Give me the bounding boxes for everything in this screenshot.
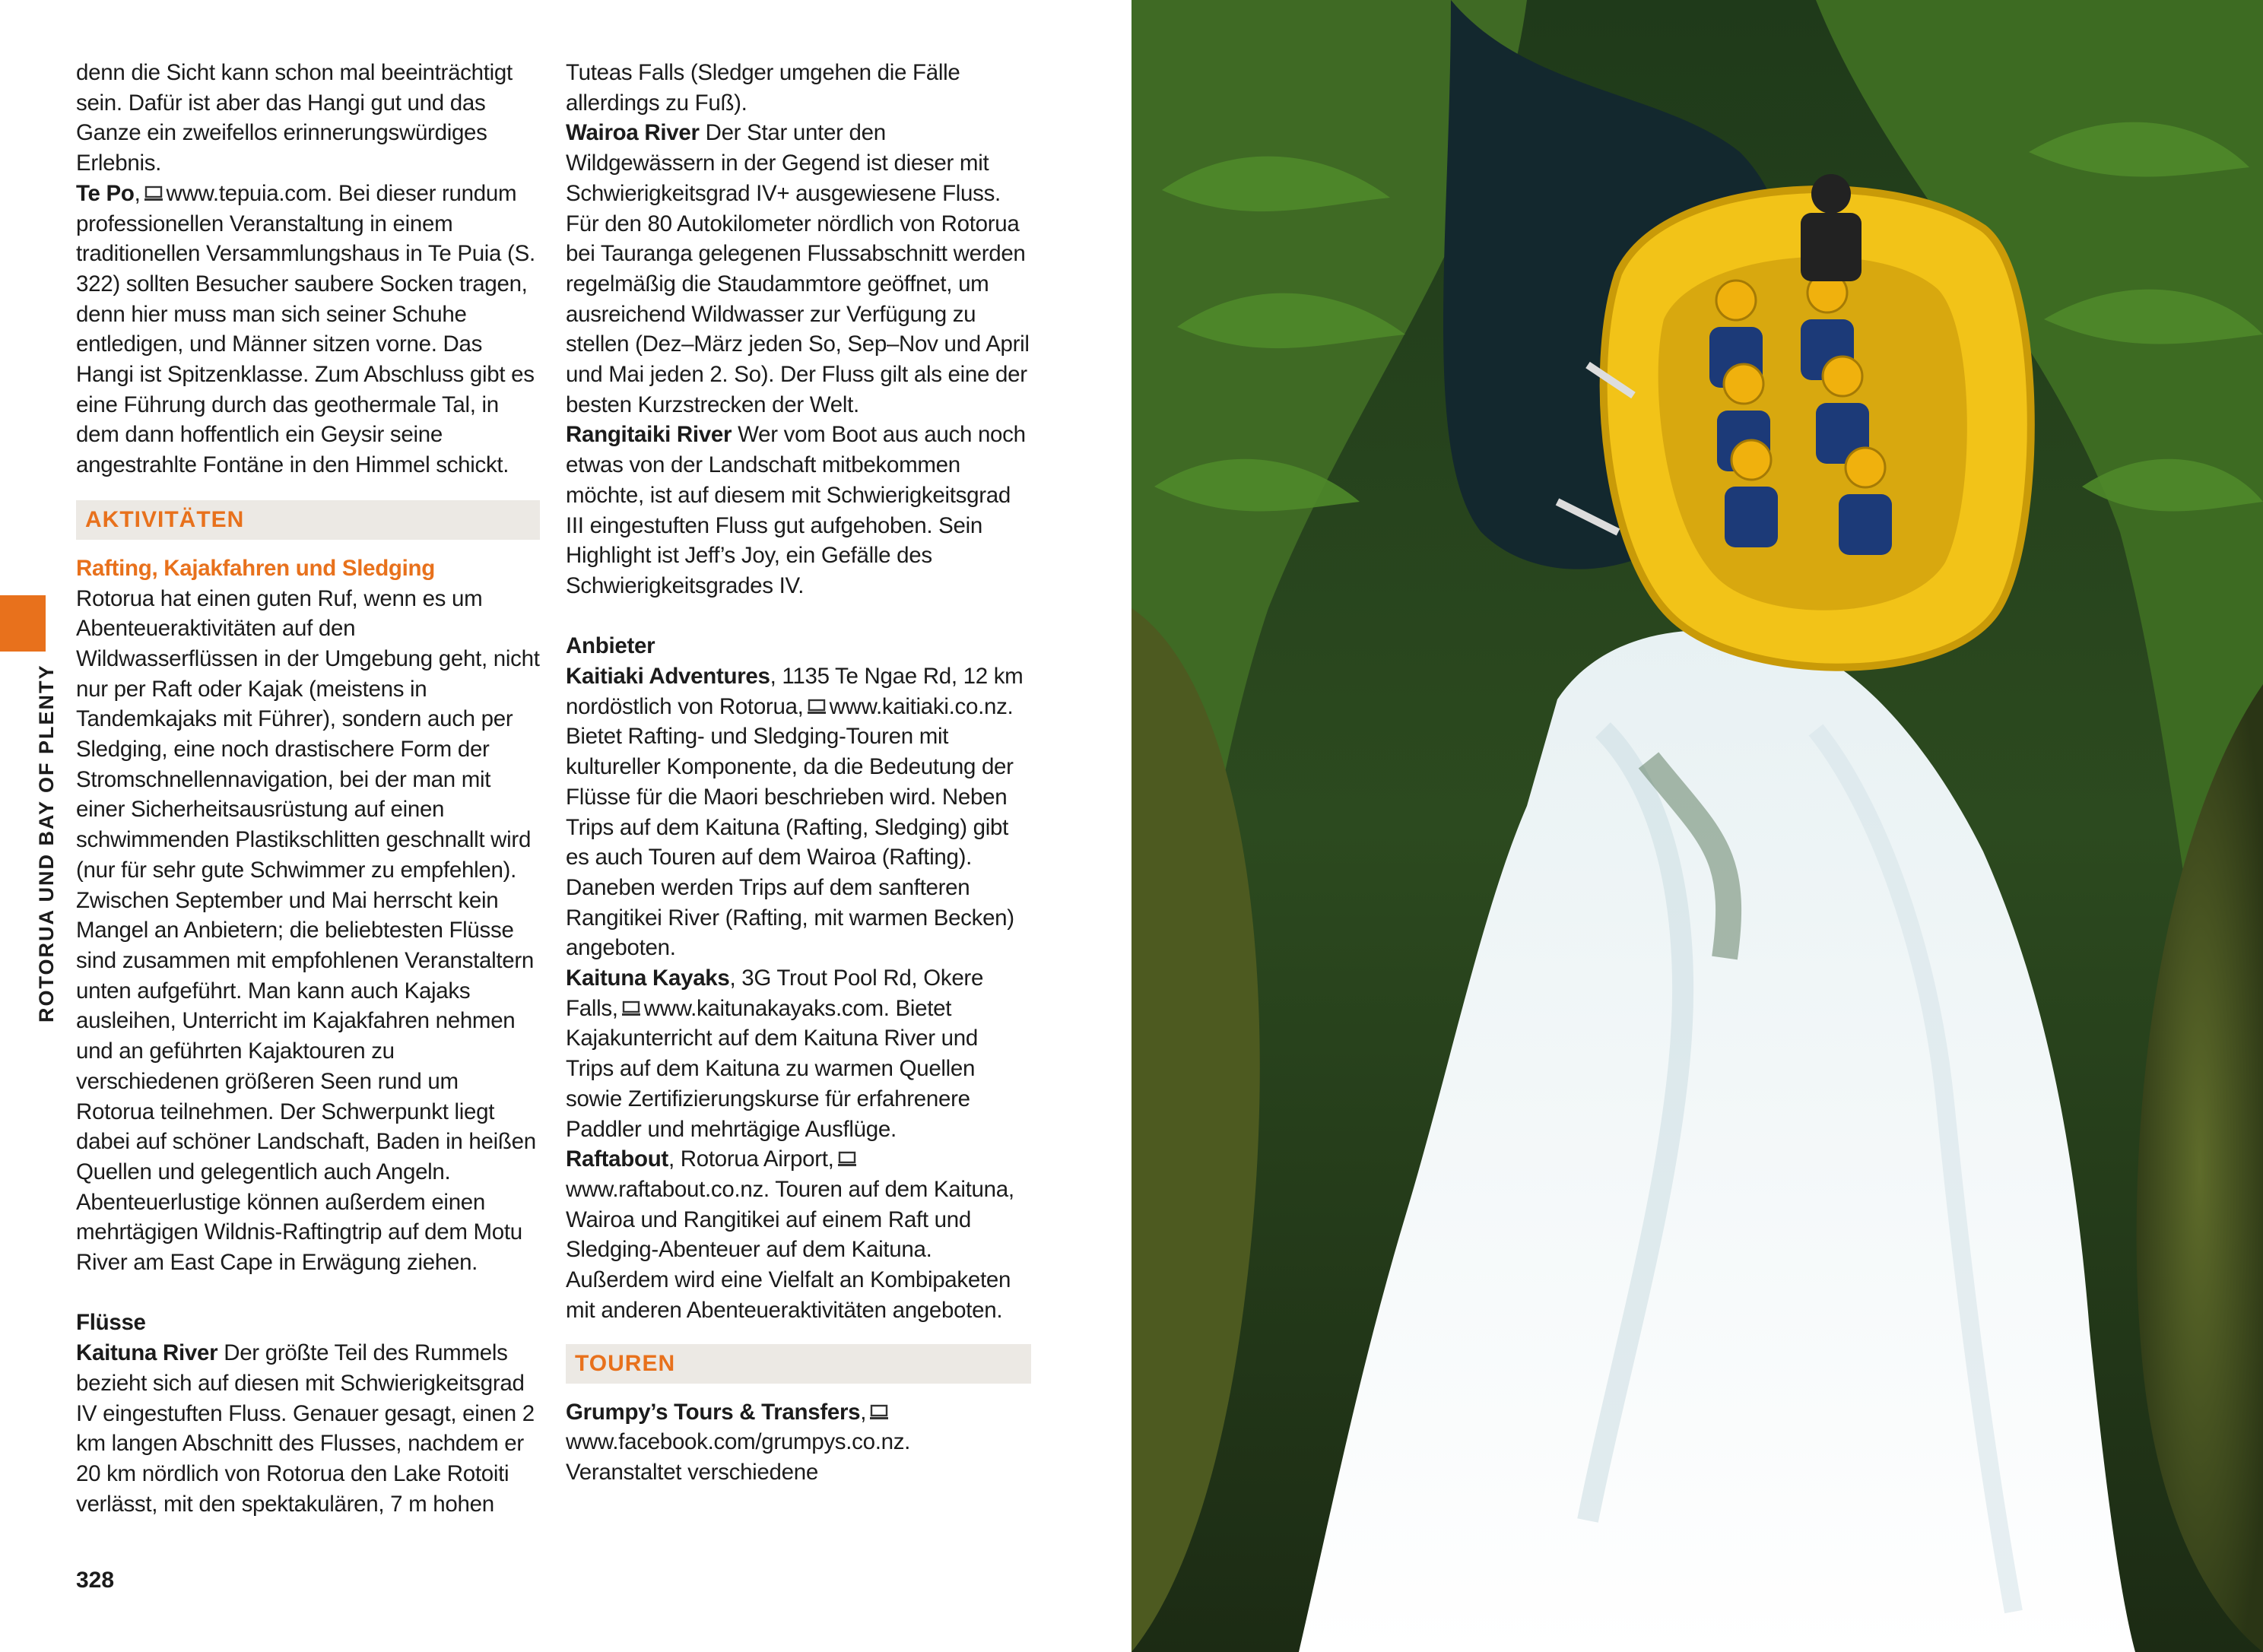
rivers-heading-text: Flüsse bbox=[76, 1310, 146, 1336]
grumpy-name: Grumpy’s Tours & Transfers bbox=[566, 1399, 861, 1425]
text-column-2 bbox=[566, 58, 1031, 1488]
rangitaiki-name: Rangitaiki River bbox=[566, 422, 732, 448]
computer-icon bbox=[621, 1000, 641, 1017]
text-column-1 bbox=[76, 58, 540, 1519]
raftabout-address: , Rotorua Airport, bbox=[668, 1146, 834, 1172]
kaitiaki-address: , 1135 Te Ngae Rd, 12 km nordöstlich von Rotorua, bbox=[566, 664, 1024, 719]
tepo-name: Te Po bbox=[76, 180, 135, 206]
tepo-sep: , bbox=[134, 180, 141, 206]
providers-heading-text: Anbieter bbox=[566, 633, 655, 659]
grumpy-entry bbox=[566, 1397, 1031, 1488]
section-heading-activities: AKTIVITÄTEN bbox=[76, 500, 540, 540]
rivers-heading bbox=[76, 1308, 540, 1338]
kayaks-address: , 3G Trout Pool Rd, Okere Falls, bbox=[566, 966, 984, 1021]
kayaks-entry bbox=[566, 963, 1031, 1144]
chapter-side-label: ROTORUA UND BAY OF PLENTY bbox=[35, 664, 58, 1023]
providers-heading bbox=[566, 631, 1031, 661]
kaituna-name: Kaituna River bbox=[76, 1340, 218, 1366]
grumpy-text: www.facebook.com/grumpys.co.nz. Veranstaltet verschiedene bbox=[566, 1429, 911, 1485]
kaituna-entry bbox=[76, 1338, 540, 1519]
kayaks-text: www.kaitunakayaks.com. Bietet Kajakunterricht auf dem Kaituna River und Trips auf dem Kaituna zu warmen Quellen sowie Zertifizierungskurse für erfahrenere Paddler und mehrtägige Ausflüge. bbox=[566, 995, 978, 1142]
kayaks-name: Kaituna Kayaks bbox=[566, 966, 730, 991]
grumpy-sep: , bbox=[860, 1399, 867, 1425]
wairoa-name: Wairoa River bbox=[566, 120, 700, 146]
page-number: 328 bbox=[76, 1568, 115, 1593]
rafting-paragraph: Rotorua hat einen guten Ruf, wenn es um Abenteueraktivitäten auf den Wildwasserflüssen in der Umgebung geht, nicht nur per Raft oder Kajak (meistens in Tandemkajaks mit Führer), sondern auch per Sledging, eine noch drastischere Form der Stromschnellennavigation, bei der man mit einer Sicherheitsausrüstung auf einen schwimmenden Plastikschlitten geschnallt wird (nur für sehr gute Schwimmer zu empfehlen). Zwischen September und Mai herrscht kein Mangel an Anbietern; die beliebtesten Flüsse sind zusammen mit empfohlenen Veranstaltern unten aufgeführt. Man kann auch Kajaks ausleihen, Unterricht im Kajakfahren nehmen und an geführten Kajaktouren zu verschiedenen größeren Seen rund um Rotorua teilnehmen. Der Schwerpunkt liegt dabei auf schöner Landschaft, Baden in heißen Quellen und gelegentlich auch Angeln. Abenteuerlustige können außerdem einen mehrtägigen Wildnis-Raftingtrip auf dem Motu River am East Cape in Erwägung ziehen. bbox=[76, 585, 540, 1276]
rangitaiki-entry bbox=[566, 420, 1031, 601]
computer-icon bbox=[837, 1151, 857, 1168]
intro-paragraph bbox=[76, 58, 540, 179]
rafting-waterfall-photo bbox=[1132, 0, 2263, 1652]
sub-heading-rafting: Rafting, Kajakfahren und Sledging bbox=[76, 555, 435, 581]
raftabout-text: www.raftabout.co.nz. Touren auf dem Kaituna, Wairoa und Rangitikei auf einem Raft und Sledging-Abenteuer auf dem Kaituna. Außerdem wird eine Vielfalt an Kombipaketen mit anderen Abenteueraktivitäten angeboten. bbox=[566, 1177, 1014, 1323]
tepo-entry bbox=[76, 179, 540, 480]
computer-icon bbox=[869, 1404, 889, 1421]
section-heading-tours: TOUREN bbox=[566, 1344, 1031, 1384]
computer-icon bbox=[144, 185, 163, 202]
wairoa-text: Der Star unter den Wildgewässern in der Gegend ist dieser mit Schwierigkeitsgrad IV+ ausgewiesene Fluss. Für den 80 Autokilometer nördlich von Rotorua bei Tauranga gelegenen Flussabschnitt werden regelmäßig die Staudammtore geöffnet, um ausreichend Wildwasser zur Verfügung zu stellen (Dez–März jeden So, Sep–Nov und April und Mai jeden 2. So). Der Fluss gilt als eine der besten Kurzstrecken der Welt. bbox=[566, 120, 1030, 417]
raftabout-entry bbox=[566, 1144, 1031, 1325]
wairoa-entry bbox=[566, 118, 1031, 420]
photo-illustration bbox=[1132, 0, 2263, 1652]
kaituna-text: Der größte Teil des Rummels bezieht sich auf diesen mit Schwierigkeitsgrad IV eingestuften Fluss. Genauer gesagt, einen 2 km langen Abschnitt des Flusses, nachdem er 20 km nördlich von Rotorua den Lake Rotoiti verlässt, mit den spektakulären, 7 m hohen bbox=[76, 1340, 535, 1517]
kaitiaki-name: Kaitiaki Adventures bbox=[566, 664, 770, 690]
chapter-tab-marker bbox=[0, 595, 46, 652]
kaitiaki-entry bbox=[566, 661, 1031, 963]
rangitaiki-text: Wer vom Boot aus auch noch etwas von der Landschaft mitbekommen möchte, ist auf diesem mit Schwierigkeitsgrad III eingestuften Fluss gut aufgehoben. Sein Highlight ist Jeff’s Joy, ein Gefälle des Schwierigkeitsgrades IV. bbox=[566, 422, 1026, 598]
intro-text: denn die Sicht kann schon mal beeinträchtigt sein. Dafür ist aber das Hangi gut und das Ganze ein zweifellos erinnerungswürdiges Erlebnis. bbox=[76, 60, 513, 176]
tepo-text: www.tepuia.com. Bei dieser rundum professionellen Veranstaltung in einem traditionellen Versammlungshaus in Te Puia (S. 322) sollten Besucher saubere Socken tragen, denn hier muss man sich seiner Schuhe entledigen, und Männer sitzen vorne. Das Hangi ist Spitzenklasse. Zum Abschluss gibt es eine Führung durch das geothermale Tal, in dem dann hoffentlich ein Geysir seine angestrahlte Fontäne in den Himmel schickt. bbox=[76, 180, 535, 478]
raftabout-name: Raftabout bbox=[566, 1146, 668, 1172]
computer-icon bbox=[807, 699, 827, 715]
kaitiaki-text: www.kaitiaki.co.nz. Bietet Rafting- und Sledging-Touren mit kultureller Komponente, da die Bedeutung der Flüsse für die Maori beschrieben wird. Neben Trips auf dem Kaituna (Rafting, Sledging) gibt es auch Touren auf dem Wairoa (Rafting). Daneben werden Trips auf dem sanfteren Rangitikei River (Rafting, mit warmen Becken) angeboten. bbox=[566, 693, 1014, 961]
tutea-continuation: Tuteas Falls (Sledger umgehen die Fälle allerdings zu Fuß). bbox=[566, 60, 960, 116]
